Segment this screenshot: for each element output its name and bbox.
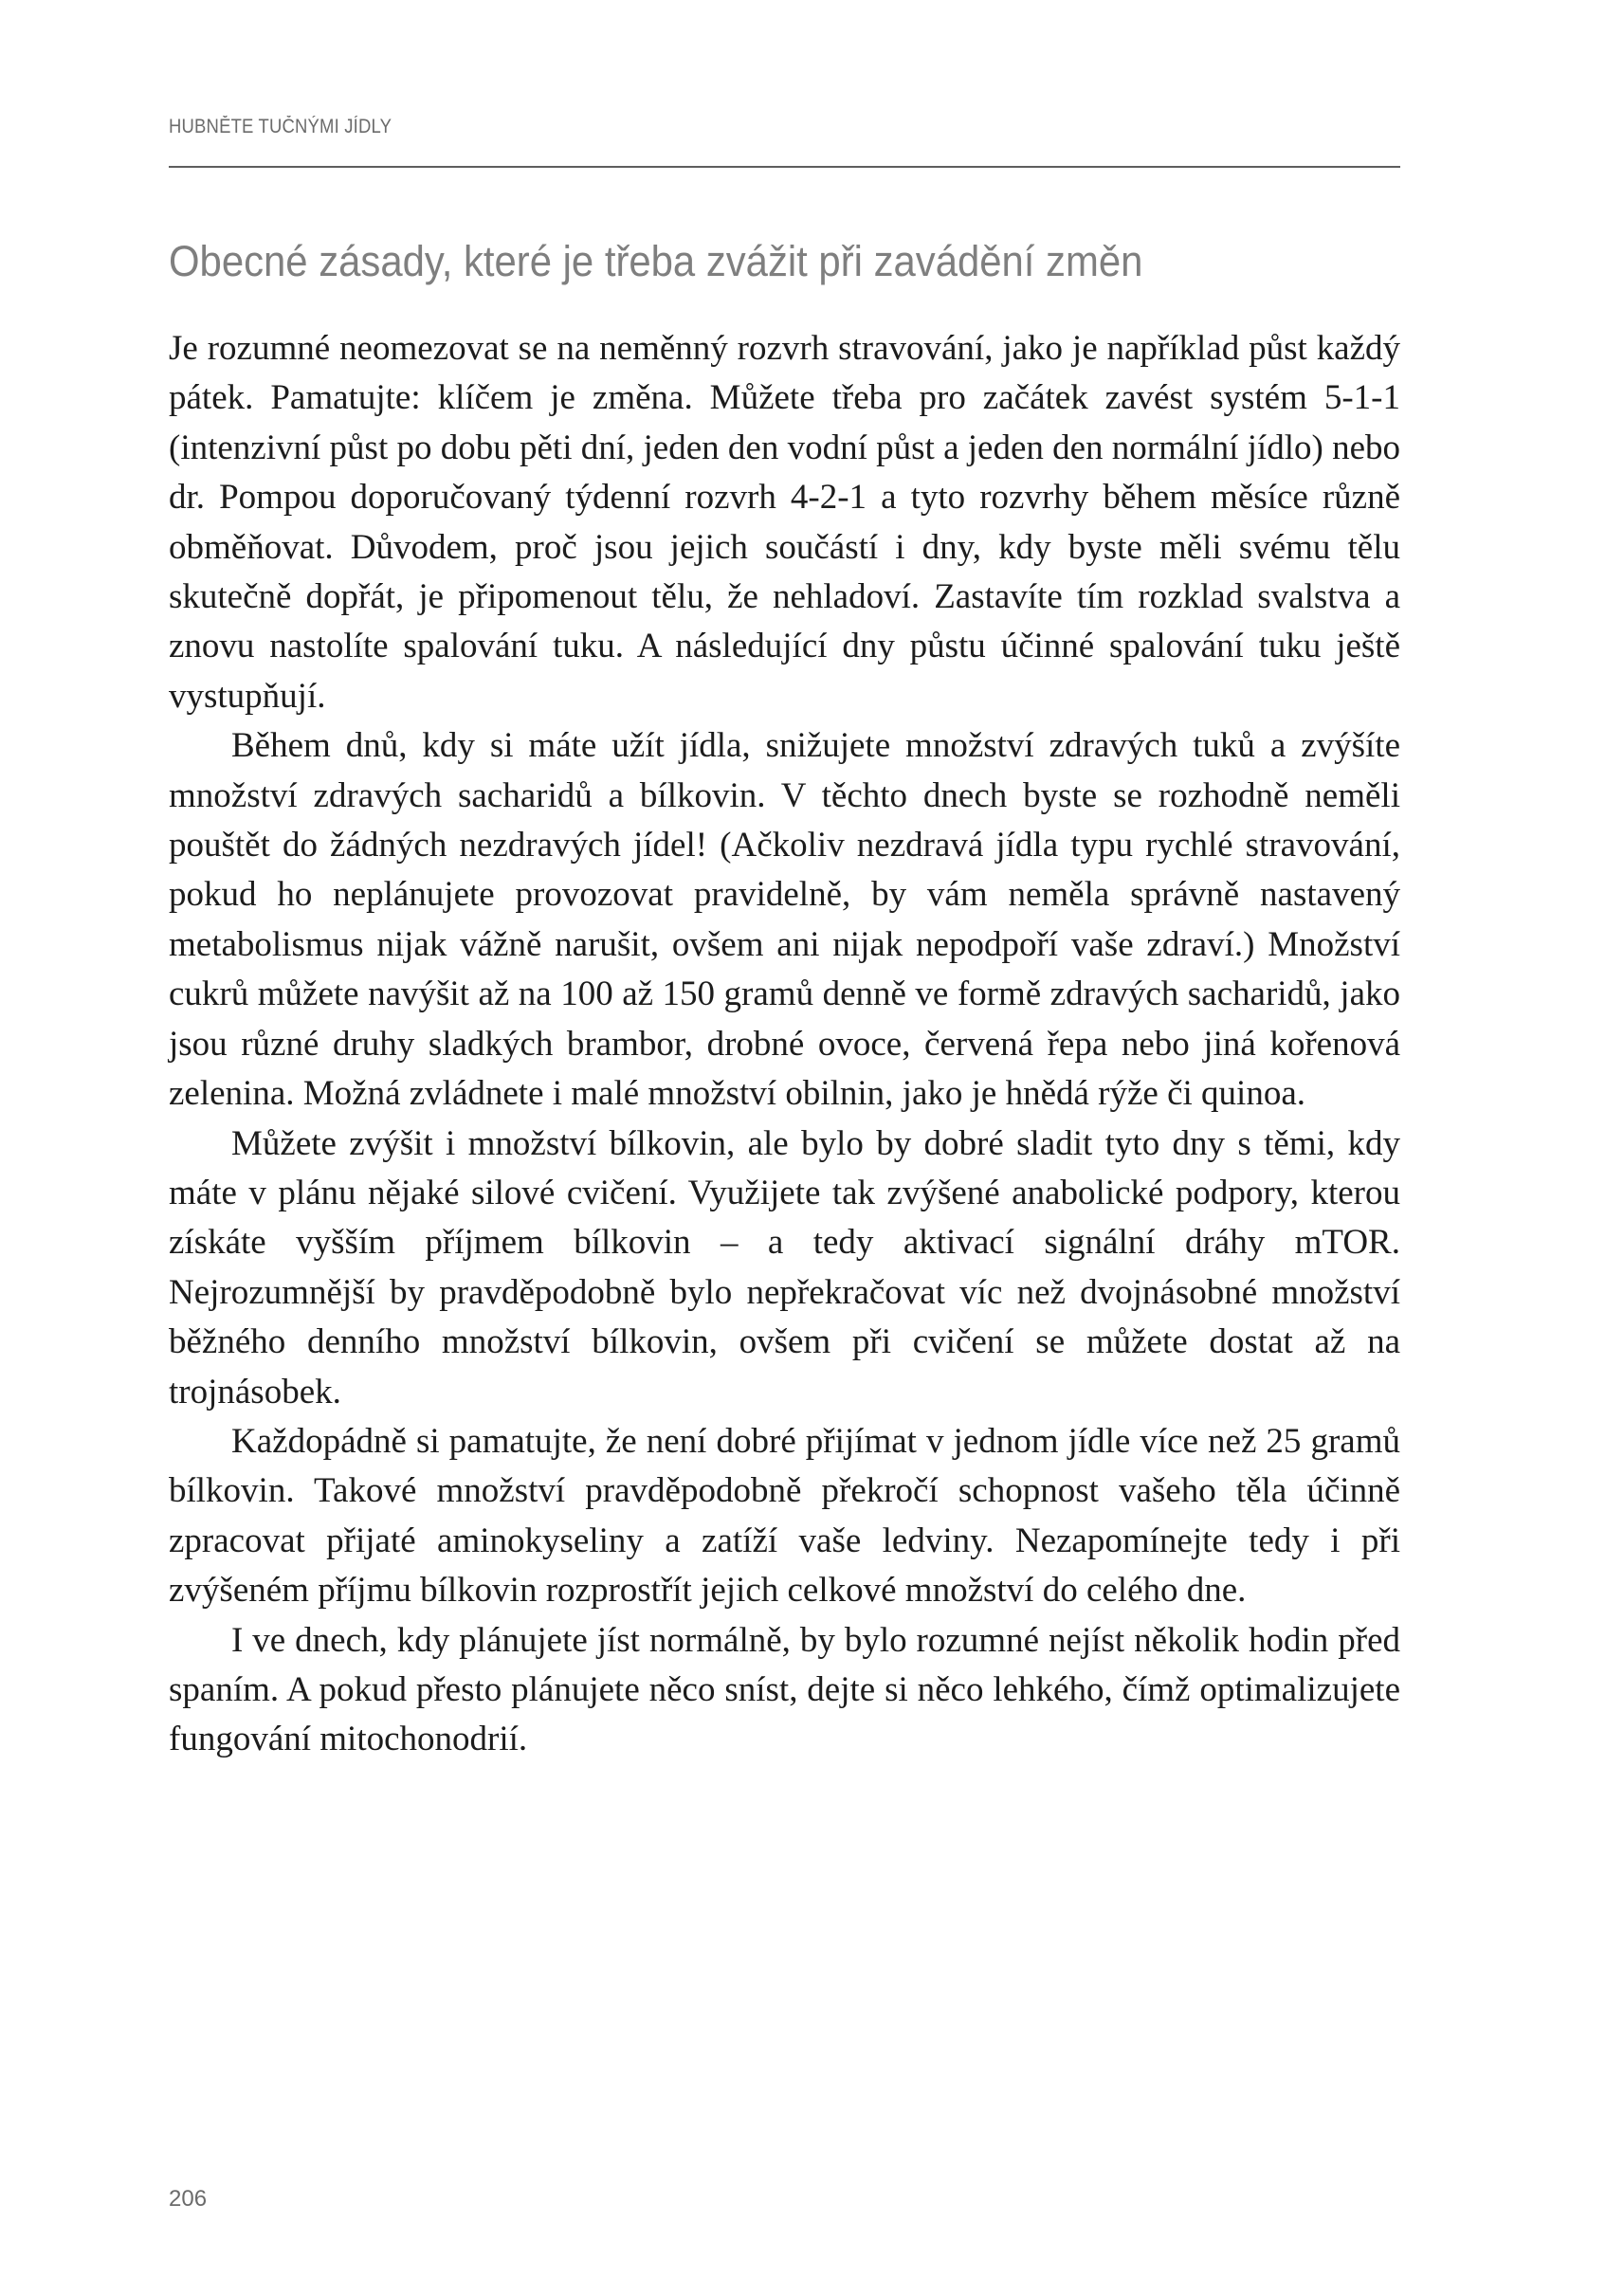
paragraph-1: Je rozumné neomezovat se na neměnný rozvrh stravování, jako je například půst každý pátek. Pamatujte: klíčem je změna. Můžete třeba pro začátek zavést systém 5-1-1 (intenzivní půst po dobu pěti dní, jeden den vodní půst a jeden den normální jídlo) nebo dr. Pompou doporučovaný týdenní rozvrh 4-2-1 a tyto rozvrhy během měsíce různě obměňovat. Důvodem, proč jsou jejich součástí i dny, kdy byste měli svému tělu skutečně dopřát, je připomenout tělu, že nehladoví. Zastavíte tím rozklad svalstva a znovu nastolíte spalování tuku. A následující dny půstu účinné spalování tuku ještě vystupňují. bbox=[169, 329, 1400, 716]
paragraph-5: I ve dnech, kdy plánujete jíst normálně, by bylo rozumné nejíst několik hodin před spaním. A pokud přesto plánujete něco sníst, dejte si něco lehkého, čímž optimalizujete fungování mitochonodrií. bbox=[169, 1620, 1400, 1759]
paragraph-3: Můžete zvýšit i množství bílkovin, ale bylo by dobré sladit tyto dny s těmi, kdy máte v plánu nějaké silové cvičení. Využijete tak zvýšené anabolické podpory, kterou získáte vyšším příjmem bílkovin – a tedy aktivací signální dráhy mTOR. Nejrozumnější by pravděpodobně bylo nepřekračovat víc než dvojnásobné množství běžného denního množství bílkovin, ovšem při cvičení se můžete dostat až na trojnásobek. bbox=[169, 1123, 1400, 1412]
body-text bbox=[169, 324, 1400, 1765]
page-number: 206 bbox=[169, 2186, 208, 2212]
running-head: HUBNĚTE TUČNÝMI JÍDLY bbox=[169, 116, 392, 137]
paragraph-2: Během dnů, kdy si máte užít jídla, snižujete množství zdravých tuků a zvýšíte množství zdravých sacharidů a bílkovin. V těchto dnech byste se rozhodně neměli pouštět do žádných nezdravých jídel! (Ačkoliv nezdravá jídla typu rychlé stravování, pokud ho neplánujete provozovat pravidelně, by vám neměla správně nastavený metabolismus nijak vážně narušit, ovšem ani nijak nepodpoří vaše zdraví.) Množství cukrů můžete navýšit až na 100 až 150 gramů denně ve formě zdravých sacharidů, jako jsou různé druhy sladkých brambor, drobné ovoce, červená řepa nebo jiná kořenová zelenina. Možná zvládnete i malé množství obilnin, jako je hnědá rýže či quinoa. bbox=[169, 726, 1400, 1114]
header-rule bbox=[169, 166, 1400, 168]
section-title: Obecné zásady, které je třeba zvážit při zavádění změn bbox=[169, 237, 1143, 285]
paragraph-4: Každopádně si pamatujte, že není dobré přijímat v jednom jídle více než 25 gramů bílkovin. Takové množství pravděpodobně překročí schopnost vašeho těla účinně zpracovat přijaté aminokyseliny a zatíží vaše ledviny. Nezapomínejte tedy i při zvýšeném příjmu bílkovin rozprostřít jejich celkové množství do celého dne. bbox=[169, 1421, 1400, 1611]
